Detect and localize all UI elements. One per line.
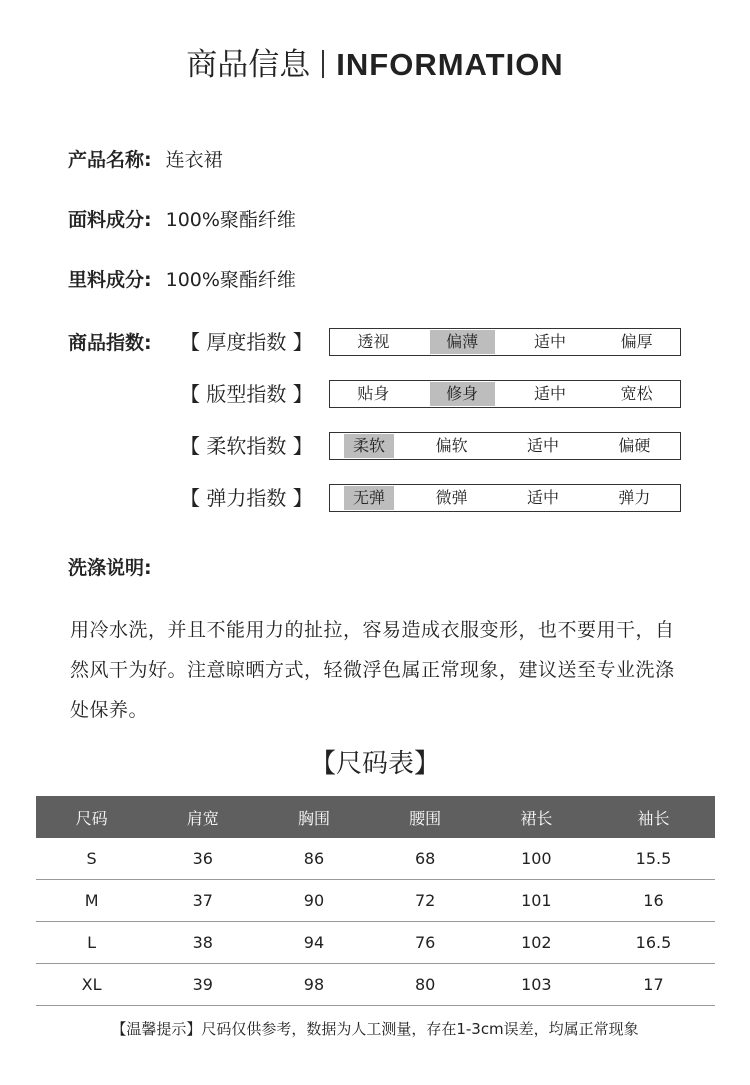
table-cell: 80 [370,964,481,1006]
table-cell: 103 [481,964,592,1006]
fabric-row [68,208,296,232]
table-cell: 15.5 [592,838,715,880]
fit-index-name: 【 版型指数 】 [180,382,313,406]
table-cell: 76 [370,922,481,964]
table-cell: 90 [258,880,369,922]
header-divider [322,50,324,78]
indices-label: 商品指数: [68,332,152,354]
index-option: 适中 [526,436,559,455]
elasticity-index-scale [329,484,681,512]
thickness-index-scale [329,328,681,356]
header-chest: 胸围 [258,796,369,838]
thickness-index-name: 【 厚度指数 】 [180,330,313,354]
lining-row [68,268,296,292]
table-cell: 17 [592,964,715,1006]
fabric-label: 面料成分: [68,209,152,231]
header-title-en: INFORMATION [336,47,564,82]
table-cell: 16 [592,880,715,922]
table-cell: 86 [258,838,369,880]
table-cell: 16.5 [592,922,715,964]
table-cell: 101 [481,880,592,922]
index-option: 贴身 [357,384,390,403]
table-cell: 36 [147,838,258,880]
index-option-selected: 无弹 [344,486,394,510]
table-cell: 68 [370,838,481,880]
softness-index-name: 【 柔软指数 】 [180,434,313,458]
header-waist: 腰围 [370,796,481,838]
header-size: 尺码 [36,796,147,838]
header-shoulder: 肩宽 [147,796,258,838]
size-footnote: 【温馨提示】尺码仅供参考，数据为人工测量，存在1-3cm误差，均属正常现象 [111,1020,639,1038]
index-option: 偏厚 [620,332,653,351]
table-cell: 100 [481,838,592,880]
table-row [36,922,715,964]
table-row [36,964,715,1006]
size-chart-table [36,796,715,1006]
index-option: 透视 [357,332,390,351]
header-title-zh: 商品信息 [186,47,311,83]
table-row [36,838,715,880]
table-cell: M [36,880,147,922]
index-option-selected: 偏薄 [430,330,495,354]
elasticity-index-name: 【 弹力指数 】 [180,486,313,510]
index-option: 偏硬 [618,436,651,455]
table-cell: XL [36,964,147,1006]
table-cell: 37 [147,880,258,922]
wash-instructions: 用冷水洗，并且不能用力的扯拉，容易造成衣服变形，也不要用干，自然风干为好。注意晾晒方式，轻微浮色属正常现象，建议送至专业洗涤处保养。 [70,619,675,721]
index-option-selected: 修身 [430,382,495,406]
table-cell: 39 [147,964,258,1006]
lining-value: 100%聚酯纤维 [165,269,296,291]
index-option: 适中 [534,384,567,403]
table-row [36,880,715,922]
index-option: 偏软 [435,436,468,455]
table-cell: L [36,922,147,964]
size-chart-header-row [36,796,715,838]
table-cell: 98 [258,964,369,1006]
header-dress-length: 裙长 [481,796,592,838]
product-name-row [68,148,223,172]
table-cell: S [36,838,147,880]
lining-label: 里料成分: [68,269,152,291]
header-sleeve-length: 袖长 [592,796,715,838]
index-option: 宽松 [620,384,653,403]
product-name-value: 连衣裙 [165,149,223,171]
table-cell: 94 [258,922,369,964]
size-chart-title: 【尺码表】 [309,749,440,779]
table-cell: 38 [147,922,258,964]
product-name-label: 产品名称: [68,149,152,171]
wash-label: 洗涤说明: [68,557,152,579]
index-option: 适中 [534,332,567,351]
index-option: 适中 [526,488,559,507]
fabric-value: 100%聚酯纤维 [165,209,296,231]
table-cell: 72 [370,880,481,922]
softness-index-scale [329,432,681,460]
index-option-selected: 柔软 [344,434,394,458]
fit-index-scale [329,380,681,408]
index-option: 弹力 [618,488,651,507]
index-option: 微弹 [435,488,468,507]
table-cell: 102 [481,922,592,964]
page-header [0,45,750,85]
